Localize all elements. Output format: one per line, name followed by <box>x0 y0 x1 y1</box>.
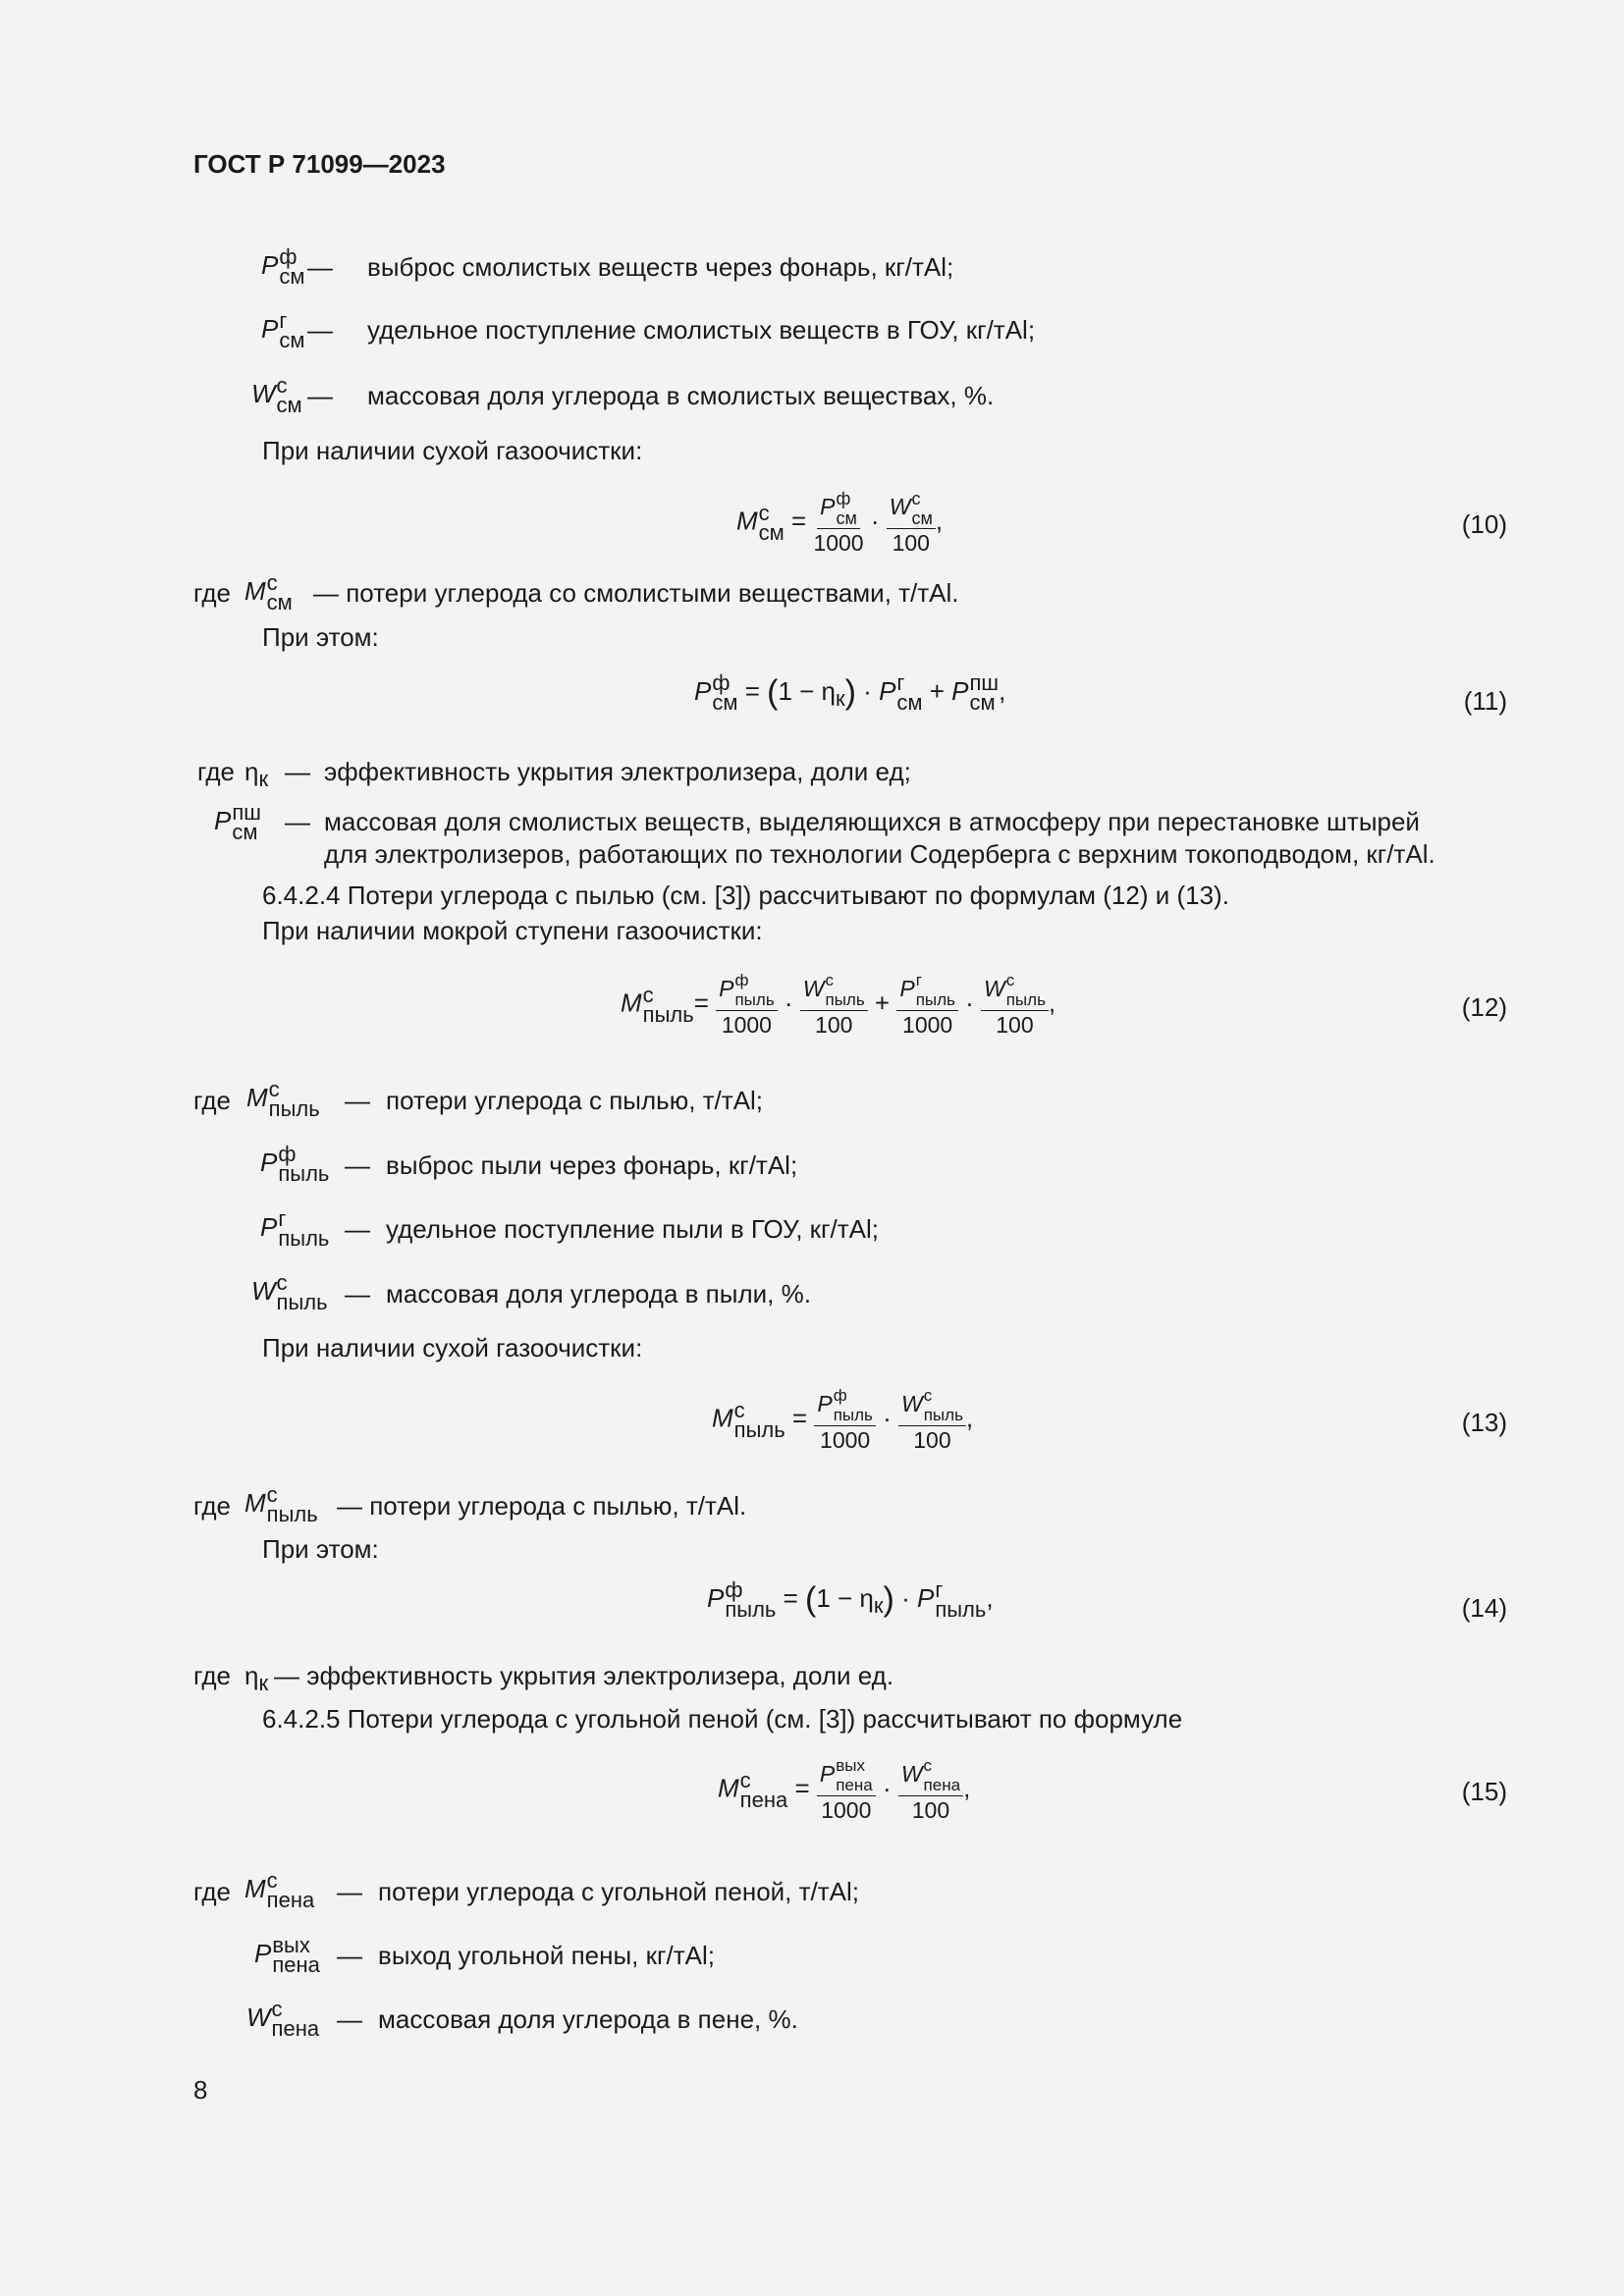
symbol-m-pyl-c: M с пыль <box>246 1077 320 1121</box>
definition-text: выброс смолистых веществ через фонарь, кг/тAl; <box>367 252 954 282</box>
dash: — <box>285 757 310 786</box>
equation-13: M с пыль = P ф пыль 1000 · W с пыль 100 , <box>712 1386 974 1453</box>
symbol-p-cm-psh: P пш см <box>214 800 261 844</box>
equation-11: P ф см = $(1 - \eta_к) \cdot P$ г см + P пш см , <box>694 670 1006 715</box>
dash: — <box>337 2004 362 2034</box>
where-label: где <box>193 1661 231 1690</box>
definition-text: выход угольной пены, кг/тAl; <box>378 1941 715 1970</box>
equation-15: M с пена = P вых пена 1000 · W с пена 100 , <box>718 1756 971 1823</box>
definition-text: массовая доля углерода в пене, %. <box>378 2004 798 2034</box>
paragraph: 6.4.2.4 Потери углерода с пылью (см. [3]) рассчитывают по формулам (12) и (13). <box>262 881 1229 910</box>
symbol-w-pyl-c: W с пыль <box>251 1270 328 1314</box>
equation-number: (11) <box>1463 686 1507 716</box>
symbol-p-pena-vyh: P вых пена <box>254 1933 320 1977</box>
symbol-eta-k: $\eta_к$ <box>244 1661 269 1695</box>
paragraph: 6.4.2.5 Потери углерода с угольной пеной (см. [3]) рассчитывают по формуле <box>262 1704 1183 1734</box>
dash: — <box>337 1877 362 1906</box>
definition-text: потери углерода с угольной пеной, т/тAl; <box>378 1877 860 1906</box>
dash: — <box>345 1214 370 1244</box>
dash: — <box>345 1150 370 1180</box>
definition-text: массовая доля смолистых веществ, выделяющихся в атмосферу при перестановке штырей <box>324 807 1420 836</box>
where-label: где <box>197 757 235 786</box>
dash: — <box>307 381 333 410</box>
definition-text: — эффективность укрытия электролизера, доли ед. <box>274 1661 894 1690</box>
symbol-p-cm-g: P г см <box>261 308 305 352</box>
paragraph: При этом: <box>262 1534 379 1564</box>
symbol-eta-k: $\eta_к$ <box>244 757 269 791</box>
symbol-p-cm-f: P ф см <box>261 244 305 289</box>
dash: — <box>285 807 310 836</box>
symbol-p-pyl-f: P ф пыль <box>260 1142 330 1186</box>
symbol-p-pyl-g: P г пыль <box>260 1206 330 1251</box>
dash: — <box>307 252 333 282</box>
equation-number: (14) <box>1461 1593 1507 1623</box>
definition-text: для электролизеров, работающих по технологии Содерберга с верхним токоподводом, кг/тAl. <box>324 839 1435 869</box>
dash: — <box>345 1279 370 1308</box>
paragraph: При наличии мокрой ступени газоочистки: <box>262 916 763 945</box>
where-label: где <box>193 1086 231 1115</box>
symbol-w-cm-c: W с см <box>251 373 302 417</box>
equation-10: M с см = P ф см 1000 · W с см 100 , <box>736 489 944 556</box>
definition-text: массовая доля углерода в смолистых веществах, %. <box>367 381 995 410</box>
symbol-m-pyl-c: M с пыль <box>244 1482 318 1526</box>
symbol-m-pena-c: M с пена <box>244 1868 315 1912</box>
equation-number: (12) <box>1461 992 1507 1022</box>
paragraph: При этом: <box>262 622 379 652</box>
definition-text: — потери углерода со смолистыми веществами, т/тAl. <box>313 578 959 608</box>
dash: — <box>337 1941 362 1970</box>
paragraph: При наличии сухой газоочистки: <box>262 436 643 465</box>
definition-text: массовая доля углерода в пыли, %. <box>386 1279 811 1308</box>
definition-text: потери углерода с пылью, т/тAl; <box>386 1086 764 1115</box>
dash: — <box>307 315 333 345</box>
equation-14: P ф пыль = $(1 - \eta_к) \cdot P$ г пыль , <box>707 1577 994 1622</box>
dash: — <box>345 1086 370 1115</box>
where-label: где <box>193 1877 231 1906</box>
page-number: 8 <box>193 2075 208 2105</box>
document-header: ГОСТ Р 71099—2023 <box>193 149 446 179</box>
definition-text: удельное поступление смолистых веществ в ГОУ, кг/тAl; <box>367 315 1036 345</box>
equation-number: (13) <box>1461 1408 1507 1437</box>
definition-text: выброс пыли через фонарь, кг/тAl; <box>386 1150 798 1180</box>
equation-number: (10) <box>1461 509 1507 539</box>
definition-text: эффективность укрытия электролизера, доли ед; <box>324 757 911 786</box>
where-label: где <box>193 578 231 608</box>
definition-text: удельное поступление пыли в ГОУ, кг/тAl; <box>386 1214 879 1244</box>
where-label: где <box>193 1491 231 1521</box>
equation-12: M с пыль = P ф пыль 1000 · W с пыль 100 + P г пыль 1000 · W с пыль 100 , <box>621 971 1056 1038</box>
equation-number: (15) <box>1461 1777 1507 1806</box>
symbol-w-pena-c: W с пена <box>246 1997 320 2041</box>
symbol-m-cm-c: M с см <box>244 570 293 614</box>
definition-text: — потери углерода с пылью, т/тAl. <box>337 1491 747 1521</box>
paragraph: При наличии сухой газоочистки: <box>262 1333 643 1362</box>
